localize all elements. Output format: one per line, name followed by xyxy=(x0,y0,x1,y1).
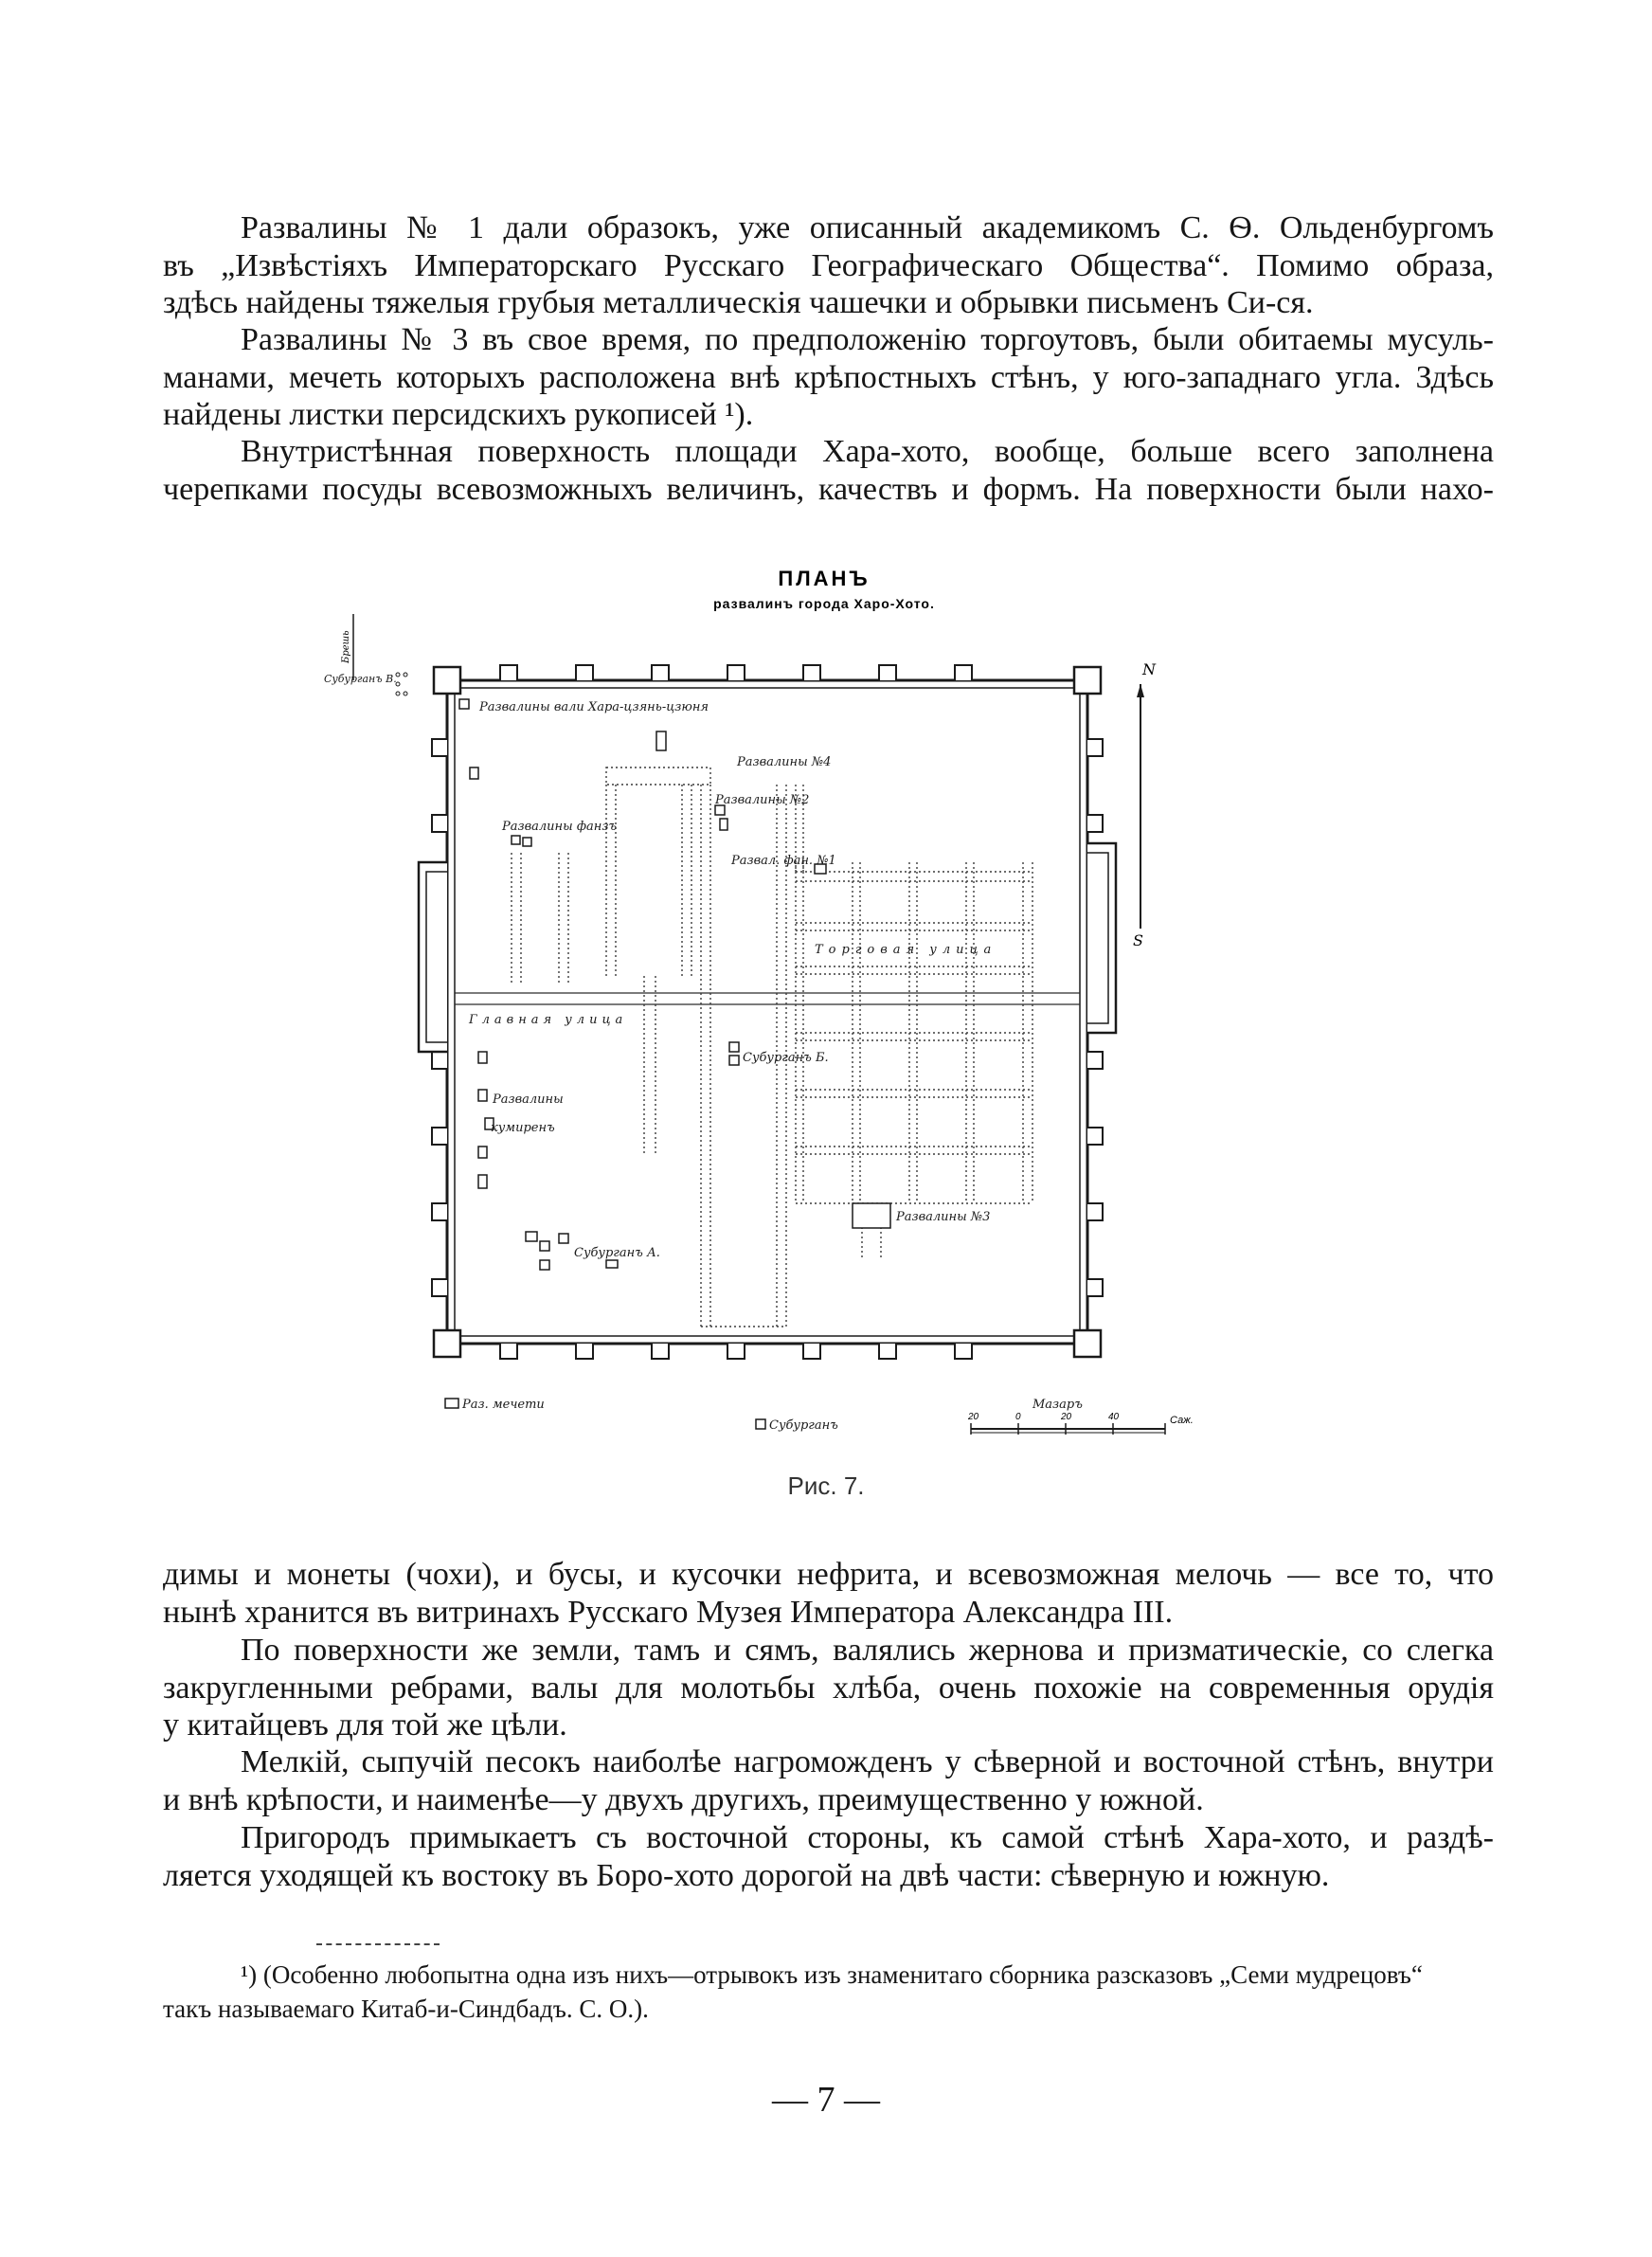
fortress-wall xyxy=(434,667,1101,1357)
ruins-fanza-label: Развалины фанзъ xyxy=(502,820,618,834)
paragraph-inner-surface xyxy=(163,433,1494,508)
text-line: и внѣ крѣпости, и наименѣе—у двухъ другихъ, преимущественно у южной. xyxy=(163,1781,1204,1817)
footnote xyxy=(163,1958,1494,2026)
suburgan-bottom-label: Субурганъ xyxy=(769,1418,838,1433)
scale-unit-label: Саж. xyxy=(1170,1415,1194,1426)
ruins-kumiren-label-1: Развалины xyxy=(493,1092,564,1107)
ruins-chara-label: Развалины вали Хара-цзянь-цзюня xyxy=(479,700,709,714)
paragraph-ruins-1 xyxy=(163,209,1494,322)
text-line: Развалины № 1 дали образокъ, уже описанный академикомъ С. Ѳ. Ольденбургомъ xyxy=(241,210,1494,245)
ruins-2-label: Развалины №2 xyxy=(715,793,810,807)
paragraph-sand xyxy=(163,1743,1494,1818)
north-arrow xyxy=(1133,660,1157,949)
text-line: Пригородъ примыкаетъ съ восточной стороны, къ самой стѣнѣ Хара-хото, и раздѣ- xyxy=(241,1820,1494,1855)
footnote-line: такъ называемаго Китаб-и-Синдбадъ. С. О.). xyxy=(163,1995,649,2023)
suburgan-v-label: Субурганъ В. xyxy=(324,673,397,685)
plan-subtitle: развалинъ города Харо-Хото. xyxy=(713,596,935,611)
paragraph-ruins-3 xyxy=(163,321,1494,434)
trade-street-label: Торговая улица xyxy=(815,943,997,957)
mosque-label: Раз. мечети xyxy=(462,1398,545,1412)
ruins-1-label: Развал. фан. №1 xyxy=(731,854,836,868)
ruins-4-label: Развалины №4 xyxy=(737,755,832,769)
scale-tick-label: 20 xyxy=(968,1412,979,1422)
north-bastions xyxy=(500,665,972,680)
text-line: димы и монеты (чохи), и бусы, и кусочки нефрита, и всевозможная мелочь — все то, что xyxy=(163,1557,1494,1592)
breach-label: Брешь xyxy=(341,630,351,663)
ruins-3-label: Развалины №3 xyxy=(896,1210,991,1224)
text-line: Мелкій, сыпучій песокъ наиболѣе нагроможденъ у сѣверной и восточной стѣнъ, внутри xyxy=(241,1744,1494,1779)
suburgan-b-label: Субурганъ Б. xyxy=(743,1051,829,1065)
main-street xyxy=(455,993,1080,1004)
main-street-label: Главная улица xyxy=(469,1013,628,1027)
paragraph-millstones xyxy=(163,1632,1494,1744)
street-grid xyxy=(512,767,1032,1327)
north-label: N xyxy=(1142,660,1156,678)
text-line: По поверхности же земли, тамъ и сямъ, валялись жернова и призматическіе, со слегка xyxy=(241,1633,1494,1668)
text-line: ляется уходящей къ востоку въ Боро-хото дорогой на двѣ части: сѣверную и южную. xyxy=(163,1857,1330,1893)
south-label: S xyxy=(1133,931,1143,949)
text-line: закругленными ребрами, валы для молотьбы хлѣба, очень похожіе на современныя орудія xyxy=(163,1670,1494,1706)
text-line: найдены листки персидскихъ рукописей ¹). xyxy=(163,397,754,432)
scale-tick-label: 0 xyxy=(1015,1412,1021,1422)
text-line: Внутристѣнная поверхность площади Хара-хото, вообще, больше всего заполнена xyxy=(241,434,1494,469)
text-line: нынѣ хранится въ витринахъ Русскаго Музея Императора Александра III. xyxy=(163,1594,1174,1630)
text-line: Развалины № 3 въ свое время, по предположенію торгоутовъ, были обитаемы мусуль- xyxy=(241,322,1494,357)
text-line: здѣсь найдены тяжелыя грубыя металлическія чашечки и обрывки письменъ Си-ся. xyxy=(163,285,1314,320)
paragraph-finds xyxy=(163,1556,1494,1631)
figure-caption: Рис. 7. xyxy=(787,1472,865,1500)
plan-title: ПЛАНЪ xyxy=(778,567,871,590)
mazar-label: Мазаръ xyxy=(1032,1398,1083,1412)
footnote-rule xyxy=(316,1943,440,1945)
text-line: манами, мечеть которыхъ расположена внѣ крѣпостныхъ стѣнъ, у юго-западнаго угла. Здѣсь xyxy=(163,359,1494,395)
east-bastions xyxy=(1087,739,1116,1296)
footnote-line: ¹) (Особенно любопытна одна изъ нихъ—отрывокъ изъ знаменитаго сборника разсказовъ „Семи мудрецовъ“ xyxy=(241,1960,1423,1989)
suburgan-a-label: Субурганъ А. xyxy=(574,1246,660,1260)
outer-west-ruins-marker xyxy=(396,673,407,695)
city-plan-figure xyxy=(284,559,1364,1450)
page-number: — 7 — xyxy=(772,2080,880,2120)
ruins-kumiren-label-2: кумиренъ xyxy=(491,1121,555,1135)
text-line: въ „Извѣстіяхъ Императорскаго Русскаго Географическаго Общества“. Помимо образа, xyxy=(163,247,1494,283)
south-bastions xyxy=(500,1344,972,1359)
text-line: черепками посуды всевозможныхъ величинъ, качествъ и формъ. На поверхности были нахо- xyxy=(163,471,1494,507)
paragraph-suburb xyxy=(163,1819,1494,1894)
scale-bar xyxy=(967,1412,1194,1435)
scale-tick-label: 40 xyxy=(1108,1412,1120,1422)
scale-tick-label: 20 xyxy=(1061,1412,1072,1422)
text-line: у китайцевъ для той же цѣли. xyxy=(163,1707,567,1742)
west-bastions xyxy=(419,739,447,1296)
